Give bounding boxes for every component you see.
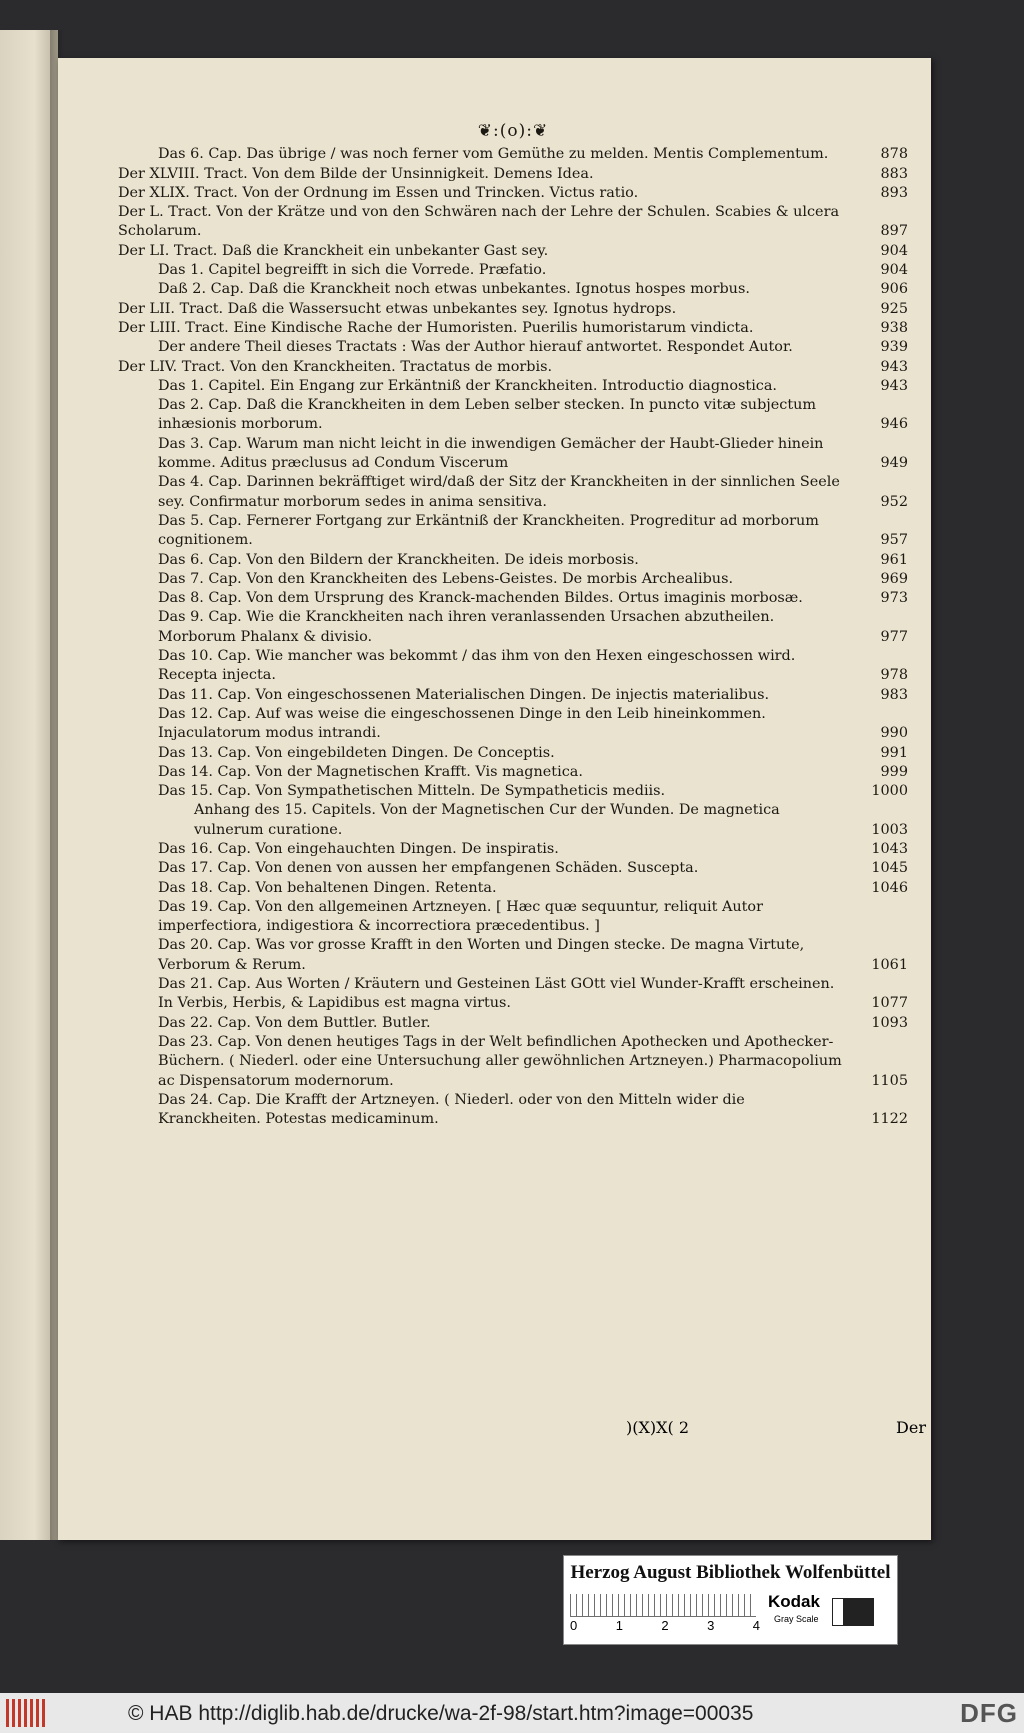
- toc-entry: [118, 570, 908, 589]
- toc-entry: [118, 377, 908, 396]
- toc-entry-text: Das 14. Cap. Von der Magnetischen Krafft. Vis magnetica.: [158, 763, 583, 780]
- toc-page-number: 1105: [871, 1072, 908, 1089]
- toc-entry-text: Daß 2. Cap. Daß die Kranckheit noch etwas unbekantes. Ignotus hospes morbus.: [158, 281, 750, 298]
- ruler-number: 3: [707, 1618, 715, 1633]
- toc-entry-text: Anhang des 15. Capitels. Von der Magnetischen Cur der Wunden. De magnetica vulnerum curatione.: [194, 802, 780, 838]
- toc-page-number: 938: [880, 319, 908, 336]
- toc-entry: [118, 744, 908, 763]
- toc-page-number: 946: [880, 416, 908, 433]
- toc-entry-text: Das 9. Cap. Wie die Kranckheiten nach ihren veranlassenden Ursachen abzutheilen. Morborum Phalanx & divisio.: [158, 609, 775, 645]
- toc-entry-text: Das 4. Cap. Darinnen bekräfftiget wird/daß der Sitz der Kranckheiten in der sinnlichen Seele sey. Confirmatur morborum sedes in anima sensitiva.: [158, 474, 840, 510]
- toc-entry-text: Das 21. Cap. Aus Worten / Kräutern und Gesteinen Läst GOtt viel Wunder-Krafft erscheinen. In Verbis, Herbis, & Lapidibus est magna virtus.: [158, 976, 835, 1012]
- catchword: Der: [896, 1418, 926, 1437]
- toc-entry-text: Das 15. Cap. Von Sympathetischen Mitteln. De Sympatheticis mediis.: [158, 783, 666, 800]
- toc-page-number: 904: [880, 262, 908, 279]
- header-ornament: ❦:(o):❦: [477, 121, 549, 141]
- toc-entry: [118, 782, 908, 801]
- toc-entry: [118, 338, 908, 357]
- toc-entry-text: Das 2. Cap. Daß die Kranckheiten in dem Leben selber stecken. In puncto vitæ subjectum inhæsionis morborum.: [158, 397, 817, 433]
- toc-entry-text: Das 1. Capitel begreifft in sich die Vorrede. Præfatio.: [158, 262, 547, 279]
- toc-page-number: 1045: [871, 860, 908, 877]
- ruler-numbers: [570, 1618, 760, 1633]
- kodak-logo: Kodak: [768, 1592, 820, 1611]
- book-page: [58, 58, 931, 1540]
- toc-entry: [118, 608, 908, 647]
- toc-entry-text: Das 13. Cap. Von eingebildeten Dingen. De Conceptis.: [158, 744, 555, 761]
- toc-page-number: 897: [880, 223, 908, 240]
- toc-entry-text: Der XLVIII. Tract. Von dem Bilde der Unsinnigkeit. Demens Idea.: [118, 165, 594, 182]
- dfg-logo: DFG: [960, 1698, 1018, 1728]
- toc-entry-text: Der andere Theil dieses Tractats : Was der Author hierauf antwortet. Respondet Autor.: [158, 339, 793, 356]
- toc-page-number: 969: [880, 570, 908, 587]
- toc-entry-text: Das 20. Cap. Was vor grosse Krafft in den Worten und Dingen stecke. De magna Virtute, Verborum & Rerum.: [158, 937, 805, 973]
- toc-entry-text: Das 18. Cap. Von behaltenen Dingen. Retenta.: [158, 879, 497, 896]
- toc-page-number: 1061: [871, 956, 908, 973]
- toc-entry-text: Das 6. Cap. Das übrige / was noch ferner vom Gemüthe zu melden. Mentis Complementum.: [158, 146, 829, 163]
- ruler-scale: [570, 1594, 756, 1617]
- toc-page-number: 939: [880, 339, 908, 356]
- toc-entry: [118, 801, 908, 840]
- toc-entry-text: Das 6. Cap. Von den Bildern der Kranckheiten. De ideis morbosis.: [158, 551, 639, 568]
- toc-page-number: 990: [880, 725, 908, 742]
- toc-entry: [118, 203, 908, 242]
- toc-page-number: 973: [880, 590, 908, 607]
- toc-page-number: 906: [880, 281, 908, 298]
- toc-entry-text: Das 1. Capitel. Ein Engang zur Erkäntniß der Kranckheiten. Introductio diagnostica.: [158, 377, 778, 394]
- toc-entry: [118, 145, 908, 164]
- toc-entry-text: Das 22. Cap. Von dem Buttler. Butler.: [158, 1014, 431, 1031]
- ruler-number: 1: [615, 1618, 623, 1633]
- toc-entry-text: Das 17. Cap. Von denen von aussen her empfangenen Schäden. Suscepta.: [158, 860, 699, 877]
- toc-entry: [118, 280, 908, 299]
- toc-entry: [118, 473, 908, 512]
- toc-entry-text: Das 24. Cap. Die Krafft der Artzneyen. ( Niederl. oder von den Mitteln wider die Kranckheiten. Potestas medicaminum.: [158, 1091, 745, 1128]
- toc-page-number: 1000: [871, 783, 908, 800]
- toc-page-number: 977: [880, 628, 908, 645]
- toc-page-number: 1093: [871, 1014, 908, 1031]
- ruler-number: 0: [570, 1618, 578, 1633]
- toc-page-number: 893: [880, 184, 908, 201]
- toc-entry: [118, 1033, 908, 1091]
- toc-entry-text: Das 23. Cap. Von denen heutiges Tags in der Welt befindlichen Apothecken und Apothecker-Büchern. ( Niederl. oder eine Untersuchung aller gewöhnlichen Artzneyen.) Pharmacopolium ac Dispensatorum modernorum.: [158, 1033, 842, 1089]
- toc-entry-text: Der XLIX. Tract. Von der Ordnung im Essen und Trincken. Victus ratio.: [118, 184, 639, 201]
- gray-scale-bar: [832, 1598, 874, 1626]
- toc-entry: [118, 184, 908, 203]
- toc-page-number: 991: [880, 744, 908, 761]
- table-of-contents: [118, 122, 908, 1129]
- toc-page-number: 1122: [871, 1111, 908, 1128]
- toc-entry: [118, 936, 908, 975]
- toc-entry: [118, 840, 908, 859]
- toc-entry: [118, 686, 908, 705]
- toc-page-number: 904: [880, 242, 908, 259]
- toc-entry: [118, 396, 908, 435]
- toc-entry: [118, 1014, 908, 1033]
- toc-entry: [118, 551, 908, 570]
- toc-entry: [118, 859, 908, 878]
- toc-page-number: 961: [880, 551, 908, 568]
- toc-entry-text: Das 3. Cap. Warum man nicht leicht in die inwendigen Gemächer der Haubt-Glieder hinein komme. Aditus præclusus ad Condum Viscerum: [158, 435, 824, 472]
- source-url[interactable]: © HAB http://diglib.hab.de/drucke/wa-2f-98/start.htm?image=00035: [128, 1702, 754, 1725]
- toc-entry: [118, 1091, 908, 1130]
- toc-entry-text: Das 5. Cap. Fernerer Fortgang zur Erkäntniß der Kranckheiten. Progreditur ad morborum cognitionem.: [158, 512, 819, 549]
- gray-scale-label: Gray Scale: [774, 1614, 819, 1624]
- toc-entry: [118, 319, 908, 338]
- toc-entry: [118, 435, 908, 474]
- ruler-number: 2: [661, 1618, 669, 1633]
- toc-entry: [118, 763, 908, 782]
- toc-page-number: 925: [880, 300, 908, 317]
- toc-entry-text: Das 8. Cap. Von dem Ursprung des Kranck-machenden Bildes. Ortus imaginis morbosæ.: [158, 590, 803, 607]
- toc-entry-text: Das 7. Cap. Von den Kranckheiten des Lebens-Geistes. De morbis Archealibus.: [158, 570, 734, 587]
- toc-entry-text: Das 16. Cap. Von eingehauchten Dingen. De inspiratis.: [158, 840, 559, 857]
- toc-entry: [118, 647, 908, 686]
- toc-page-number: 952: [880, 493, 908, 510]
- toc-page-number: 983: [880, 686, 908, 703]
- toc-entry: [118, 705, 908, 744]
- toc-page-number: 943: [880, 358, 908, 375]
- toc-page-number: 1046: [871, 879, 908, 896]
- toc-entry-text: Der LII. Tract. Daß die Wassersucht etwas unbekantes sey. Ignotus hydrops.: [118, 300, 677, 317]
- toc-page-number: 1003: [871, 821, 908, 838]
- toc-entry: [118, 242, 908, 261]
- toc-entry-text: Das 12. Cap. Auf was weise die eingeschossenen Dinge in den Leib hineinkommen. Injaculatorum modus intrandi.: [158, 705, 766, 742]
- toc-entry-text: Der LIV. Tract. Von den Kranckheiten. Tractatus de morbis.: [118, 358, 553, 375]
- toc-page-number: 999: [880, 763, 908, 780]
- toc-entry: [118, 512, 908, 551]
- toc-entry: [118, 898, 908, 937]
- toc-page-number: 883: [880, 165, 908, 182]
- toc-page-number: 943: [880, 377, 908, 394]
- signature-mark: )(X)X( 2: [626, 1418, 690, 1437]
- toc-page-number: 978: [880, 667, 908, 684]
- hab-logo-icon: [6, 1699, 46, 1727]
- toc-page-number: 957: [880, 532, 908, 549]
- toc-entry-text: Das 11. Cap. Von eingeschossenen Materialischen Dingen. De injectis materialibus.: [158, 686, 770, 703]
- toc-entry-text: Der LI. Tract. Daß die Kranckheit ein unbekanter Gast sey.: [118, 242, 549, 259]
- toc-entry-text: Der L. Tract. Von der Krätze und von den Schwären nach der Lehre der Schulen. Scabies & ulcera Scholarum.: [118, 204, 840, 240]
- toc-entry: [118, 358, 908, 377]
- ruler-number: 4: [752, 1618, 760, 1633]
- toc-entry: [118, 261, 908, 280]
- toc-page-number: 949: [880, 455, 908, 472]
- library-name: Herzog August Bibliothek Wolfenbüttel: [570, 1562, 891, 1583]
- toc-page-number: 878: [880, 146, 908, 163]
- toc-entry: [118, 975, 908, 1014]
- toc-entry: [118, 879, 908, 898]
- library-scale-card: [563, 1555, 898, 1645]
- toc-entries: [118, 145, 908, 1129]
- toc-entry: [118, 300, 908, 319]
- toc-entry: [118, 165, 908, 184]
- toc-entry-text: Das 10. Cap. Wie mancher was bekommt / das ihm von den Hexen eingeschossen wird. Recepta injecta.: [158, 648, 796, 684]
- toc-entry: [118, 589, 908, 608]
- toc-page-number: 1043: [871, 840, 908, 857]
- viewer-footer-bar: [0, 1693, 1024, 1733]
- toc-page-number: 1077: [871, 995, 908, 1012]
- toc-entry-text: Das 19. Cap. Von den allgemeinen Artzneyen. [ Hæc quæ sequuntur, reliquit Autor imperfectiora, indigestiora & incorrectiora præcedentibus. ]: [158, 898, 763, 935]
- toc-entry-text: Der LIII. Tract. Eine Kindische Rache der Humoristen. Puerilis humoristarum vindicta.: [118, 319, 754, 336]
